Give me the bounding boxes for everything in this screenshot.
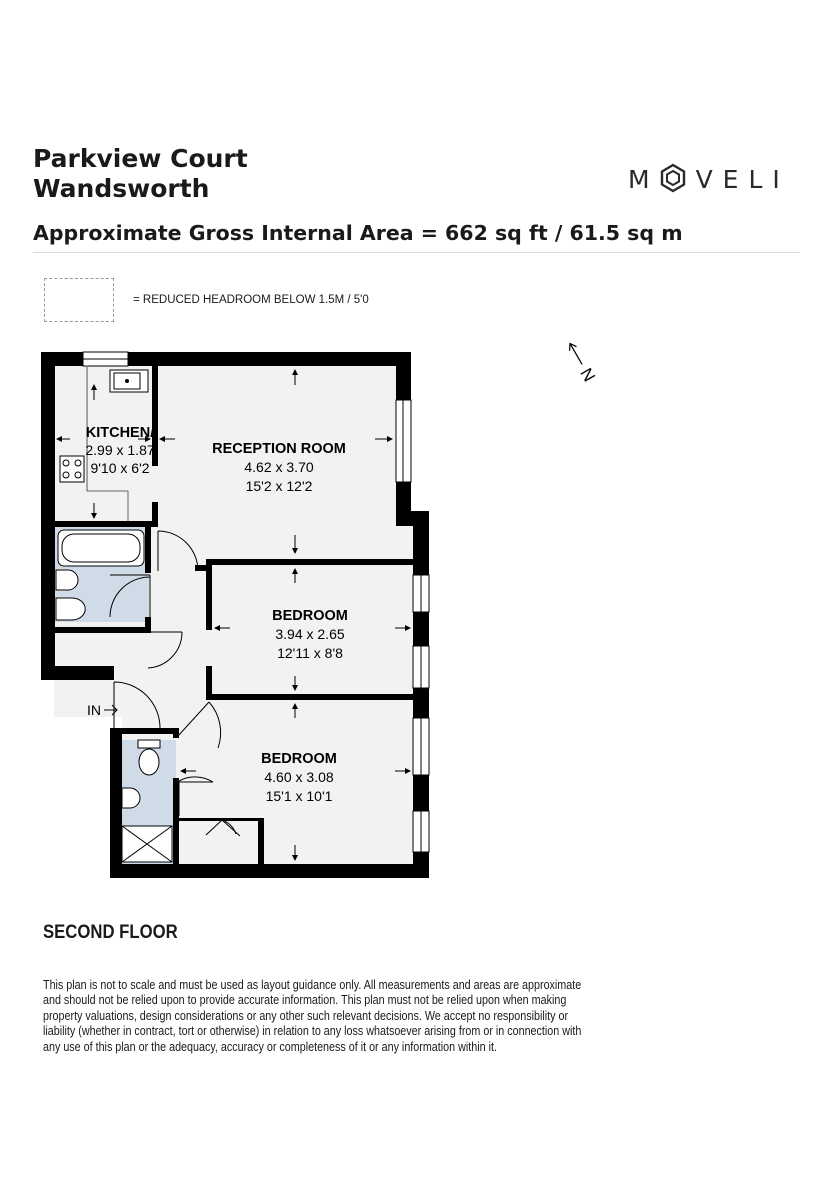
west-wall-foot	[41, 666, 114, 680]
logo-text-end: VELI	[695, 165, 790, 194]
room-name: KITCHEN/	[85, 425, 155, 441]
room-imperial: 15'1 x 10'1	[265, 788, 333, 804]
hob	[60, 456, 84, 482]
room-label-bedroom-1	[272, 608, 348, 661]
room-imperial: 9'10 x 6'2	[90, 460, 150, 476]
room-label-bedroom-2	[261, 751, 337, 804]
property-location: Wandsworth	[33, 174, 210, 203]
east-wall-lower-b	[413, 612, 429, 646]
bath-bottom-wall	[54, 627, 151, 633]
reduced-headroom-legend-text: = REDUCED HEADROOM BELOW 1.5M / 5'0	[133, 294, 369, 306]
ensuite-east-wall	[173, 728, 179, 738]
room-metric: 4.62 x 3.70	[244, 459, 314, 475]
north-wall-east	[128, 352, 411, 366]
ensuite-basin	[122, 788, 140, 808]
room-imperial: 15'2 x 12'2	[245, 478, 313, 494]
room-imperial: 12'11 x 8'8	[277, 645, 343, 661]
room-metric: 4.60 x 3.08	[264, 769, 334, 785]
north-compass	[561, 339, 599, 385]
corridor-top-wall	[206, 559, 414, 565]
toilet	[56, 598, 85, 620]
room-label-kitchen	[85, 425, 154, 476]
floor-name: SECOND FLOOR	[43, 922, 178, 943]
bath-top-wall	[54, 521, 158, 527]
east-wall-lower-c	[413, 688, 429, 718]
east-wall-lower-d	[413, 775, 429, 811]
bedroom1-west-wall	[206, 559, 212, 630]
room-name: BEDROOM	[261, 751, 337, 767]
wardrobe-top	[176, 818, 264, 821]
gross-internal-area: Approximate Gross Internal Area = 662 sq ft / 61.5 sq m	[33, 221, 683, 245]
north-arrow-icon	[567, 341, 586, 366]
bathtub	[58, 530, 144, 566]
disclaimer-text: This plan is not to scale and must be used as layout guidance only. All measurements and areas are approximate and should not be relied upon to provide accurate information. This plan must not be relied upon when making property valuations, design considerations or any other such relevant decisions. We accept no responsibility or liability (whether in contract, tort or otherwise) in relation to any loss whatsoever arising from or in connection with any use of this plan or the adequacy, accuracy or completeness of it or any information within it.	[43, 978, 582, 1054]
basin	[56, 570, 78, 590]
east-wall-lower-a	[413, 511, 429, 575]
north-label: N	[576, 364, 599, 385]
entrance-label: IN	[87, 702, 101, 718]
bath-east-wall	[145, 521, 151, 573]
ensuite-top-wall	[110, 728, 176, 734]
logo-text-start: M	[628, 165, 660, 194]
west-wall	[41, 352, 55, 680]
room-metric: 3.94 x 2.65	[275, 626, 345, 642]
bedroom1-west-wall-lower	[206, 666, 212, 696]
property-name: Parkview Court	[33, 144, 248, 173]
ensuite-toilet	[138, 740, 160, 748]
wardrobe-wall	[258, 820, 264, 865]
south-wall	[110, 864, 429, 878]
ensuite-east-wall-lower	[173, 778, 179, 865]
room-name: RECEPTION ROOM	[212, 441, 346, 457]
ensuite-west-wall	[110, 728, 122, 878]
room-name: BEDROOM	[272, 608, 348, 624]
bedroom-divider-wall	[206, 694, 414, 700]
east-wall-upper	[396, 352, 411, 400]
room-metric: 2.99 x 1.87	[85, 442, 155, 458]
